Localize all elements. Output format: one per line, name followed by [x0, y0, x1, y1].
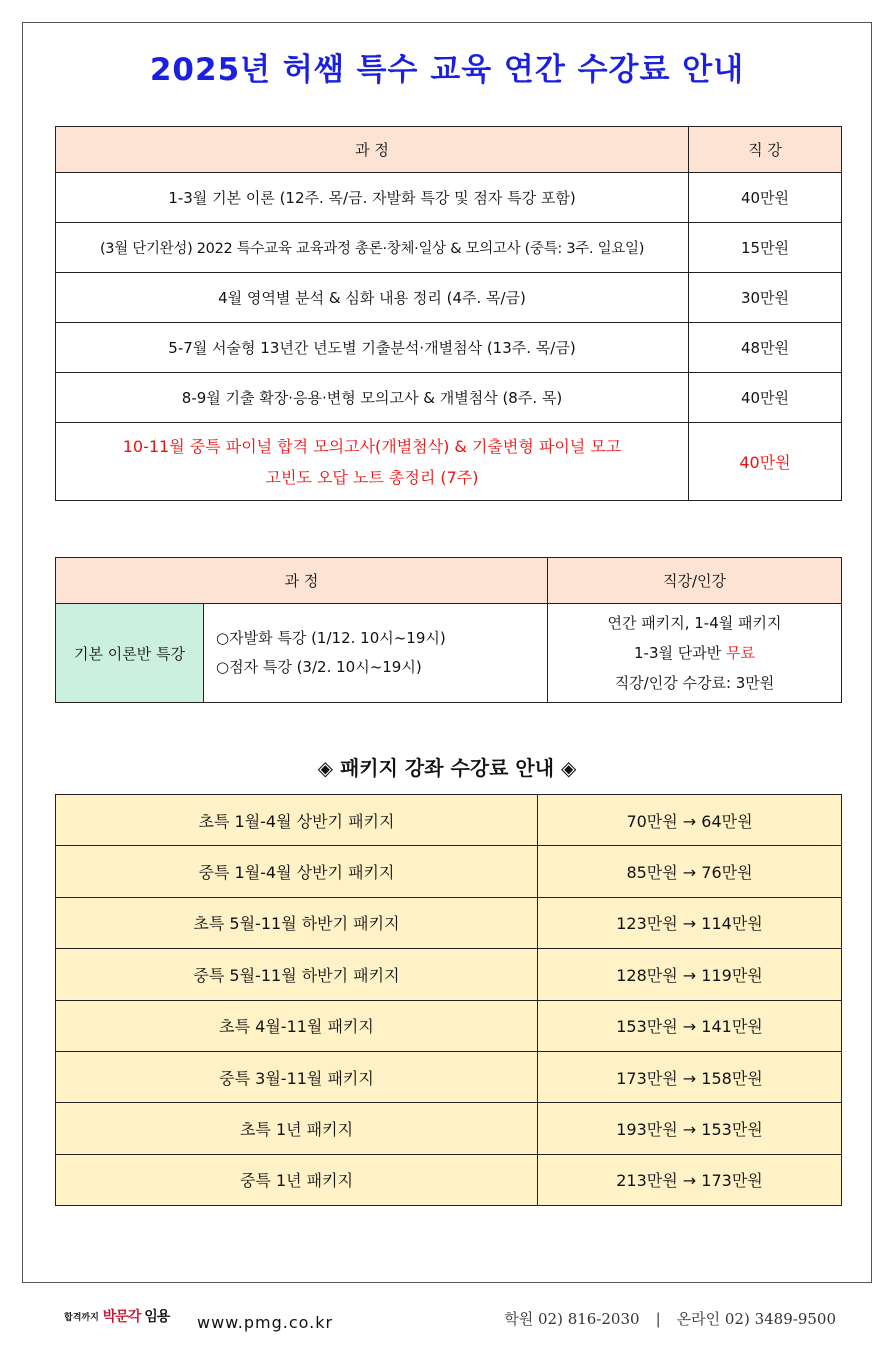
package-name: 중특 5월-11월 하반기 패키지 — [56, 949, 538, 1000]
package-name: 중특 1년 패키지 — [56, 1154, 538, 1205]
special-lecture-table — [55, 557, 842, 703]
brand-name-pm: 박문각 — [102, 1309, 141, 1325]
website-link[interactable]: www.pmg.co.kr — [197, 1313, 334, 1332]
free-badge: 무료 — [726, 644, 755, 662]
brand-name — [103, 1306, 170, 1326]
package-name: 초특 4월-11월 패키지 — [56, 1000, 538, 1051]
table-header-row — [56, 127, 842, 173]
table-row — [56, 604, 842, 703]
package-price: 70만원 → 64만원 — [538, 795, 842, 846]
table-row — [56, 1051, 842, 1102]
table-header-row — [56, 558, 842, 604]
table-row — [56, 1154, 842, 1205]
brand-name-rest: 임용 — [140, 1309, 170, 1325]
lecture-category: 기본 이론반 특강 — [56, 604, 204, 703]
package-price: 123만원 → 114만원 — [538, 897, 842, 948]
package-price: 153만원 → 141만원 — [538, 1000, 842, 1051]
note-text: 1-3월 단과반 — [634, 644, 726, 662]
course-name: 8-9월 기출 확장·응용·변형 모의고사 & 개별첨삭 (8주. 목) — [56, 373, 689, 423]
table-row — [56, 173, 842, 223]
course-price: 40만원 — [689, 373, 842, 423]
package-price: 128만원 → 119만원 — [538, 949, 842, 1000]
package-name: 초특 1월-4월 상반기 패키지 — [56, 795, 538, 846]
package-name: 초특 1년 패키지 — [56, 1103, 538, 1154]
table-row-highlight — [56, 423, 842, 501]
brand-tagline: 합격까지 — [64, 1312, 99, 1323]
package-price: 213만원 → 173만원 — [538, 1154, 842, 1205]
course-name-final — [56, 423, 689, 501]
note-line: 연간 패키지, 1-4월 패키지 — [607, 614, 782, 632]
table-row — [56, 373, 842, 423]
table-row — [56, 323, 842, 373]
lecture-items — [204, 604, 548, 703]
package-section-title: ◈ 패키지 강좌 수강료 안내 ◈ — [317, 756, 577, 780]
course-price: 15만원 — [689, 223, 842, 273]
table-row — [56, 897, 842, 948]
course-price: 48만원 — [689, 323, 842, 373]
note-line — [554, 638, 835, 668]
table-row — [56, 846, 842, 897]
course-price-final: 40만원 — [689, 423, 842, 501]
academy-phone: 학원 02) 816-2030 — [504, 1310, 640, 1328]
package-price: 193만원 → 153만원 — [538, 1103, 842, 1154]
course-fee-table — [55, 126, 842, 501]
course-name: (3월 단기완성) 2022 특수교육 교육과정 총론·창체·일상 & 모의고사 (중특: 3주. 일요일) — [56, 223, 689, 273]
contact-separator: | — [655, 1310, 661, 1328]
lecture-notes — [548, 604, 842, 703]
header-course: 과 정 — [56, 127, 689, 173]
package-table — [55, 794, 842, 1206]
course-price: 30만원 — [689, 273, 842, 323]
brand-logo — [64, 1306, 169, 1326]
course-name: 1-3월 기본 이론 (12주. 목/금. 자발화 특강 및 점자 특강 포함) — [56, 173, 689, 223]
contact-info — [504, 1308, 836, 1329]
online-phone: 온라인 02) 3489-9500 — [676, 1310, 836, 1328]
course-name-line: 10-11월 중특 파이널 합격 모의고사(개별첨삭) & 기출변형 파이널 모고 — [122, 436, 622, 456]
lecture-item: ○자발화 특강 (1/12. 10시~19시) — [216, 629, 446, 647]
course-price: 40만원 — [689, 173, 842, 223]
header-type: 직강/인강 — [548, 558, 842, 604]
package-name: 중특 3월-11월 패키지 — [56, 1051, 538, 1102]
header-course: 과 정 — [56, 558, 548, 604]
header-price: 직 강 — [689, 127, 842, 173]
course-name: 4월 영역별 분석 & 심화 내용 정리 (4주. 목/금) — [56, 273, 689, 323]
course-name: 5-7월 서술형 13년간 년도별 기출분석·개별첨삭 (13주. 목/금) — [56, 323, 689, 373]
table-row — [56, 223, 842, 273]
lecture-item: ○점자 특강 (3/2. 10시~19시) — [216, 658, 422, 676]
table-row — [56, 949, 842, 1000]
package-price: 85만원 → 76만원 — [538, 846, 842, 897]
package-name: 초특 5월-11월 하반기 패키지 — [56, 897, 538, 948]
package-price: 173만원 → 158만원 — [538, 1051, 842, 1102]
table-row — [56, 1000, 842, 1051]
course-name-line: 고빈도 오답 노트 총정리 (7주) — [265, 467, 479, 487]
table-row — [56, 1103, 842, 1154]
table-row — [56, 795, 842, 846]
page-title: 2025년 허쌤 특수 교육 연간 수강료 안내 — [149, 52, 745, 88]
note-line: 직강/인강 수강료: 3만원 — [614, 674, 775, 692]
package-name: 중특 1월-4월 상반기 패키지 — [56, 846, 538, 897]
table-row — [56, 273, 842, 323]
